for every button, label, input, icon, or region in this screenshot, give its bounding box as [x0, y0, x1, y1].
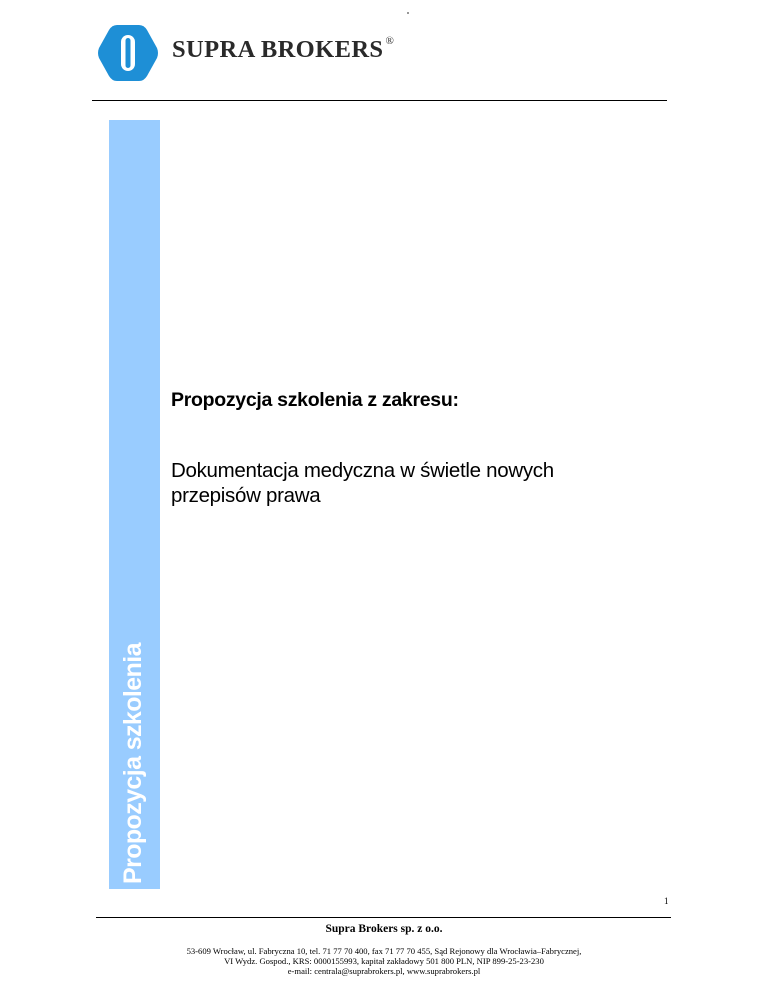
speck [407, 12, 409, 14]
footer-address-line-1: 53-609 Wrocław, ul. Fabryczna 10, tel. 71 77 70 400, fax 71 77 70 455, Sąd Rejonowy dla Wrocławia–Fabrycznej, [186, 946, 582, 956]
footer-divider [96, 917, 671, 918]
page-number: 1 [664, 896, 669, 906]
footer-company-name: Supra Brokers sp. z o.o. [325, 923, 443, 935]
registered-mark: ® [385, 34, 395, 47]
supra-brokers-logo-icon [97, 24, 159, 82]
footer-address-line-3: e-mail: centrala@suprabrokers.pl, www.suprabrokers.pl [287, 966, 481, 976]
header-divider [92, 100, 667, 101]
side-band-label: Propozycja szkolenia [119, 643, 147, 884]
training-subtitle: Dokumentacja medyczna w świetle nowych przepisów prawa [171, 459, 554, 507]
footer-address-line-2: VI Wydz. Gospod., KRS: 0000155993, kapitał zakładowy 501 800 PLN, NIP 899-25-23-230 [224, 956, 544, 966]
training-title: Propozycja szkolenia z zakresu: [171, 389, 459, 411]
footer-address [0, 946, 768, 976]
brand-name: SUPRA BROKERS ® [172, 34, 395, 63]
